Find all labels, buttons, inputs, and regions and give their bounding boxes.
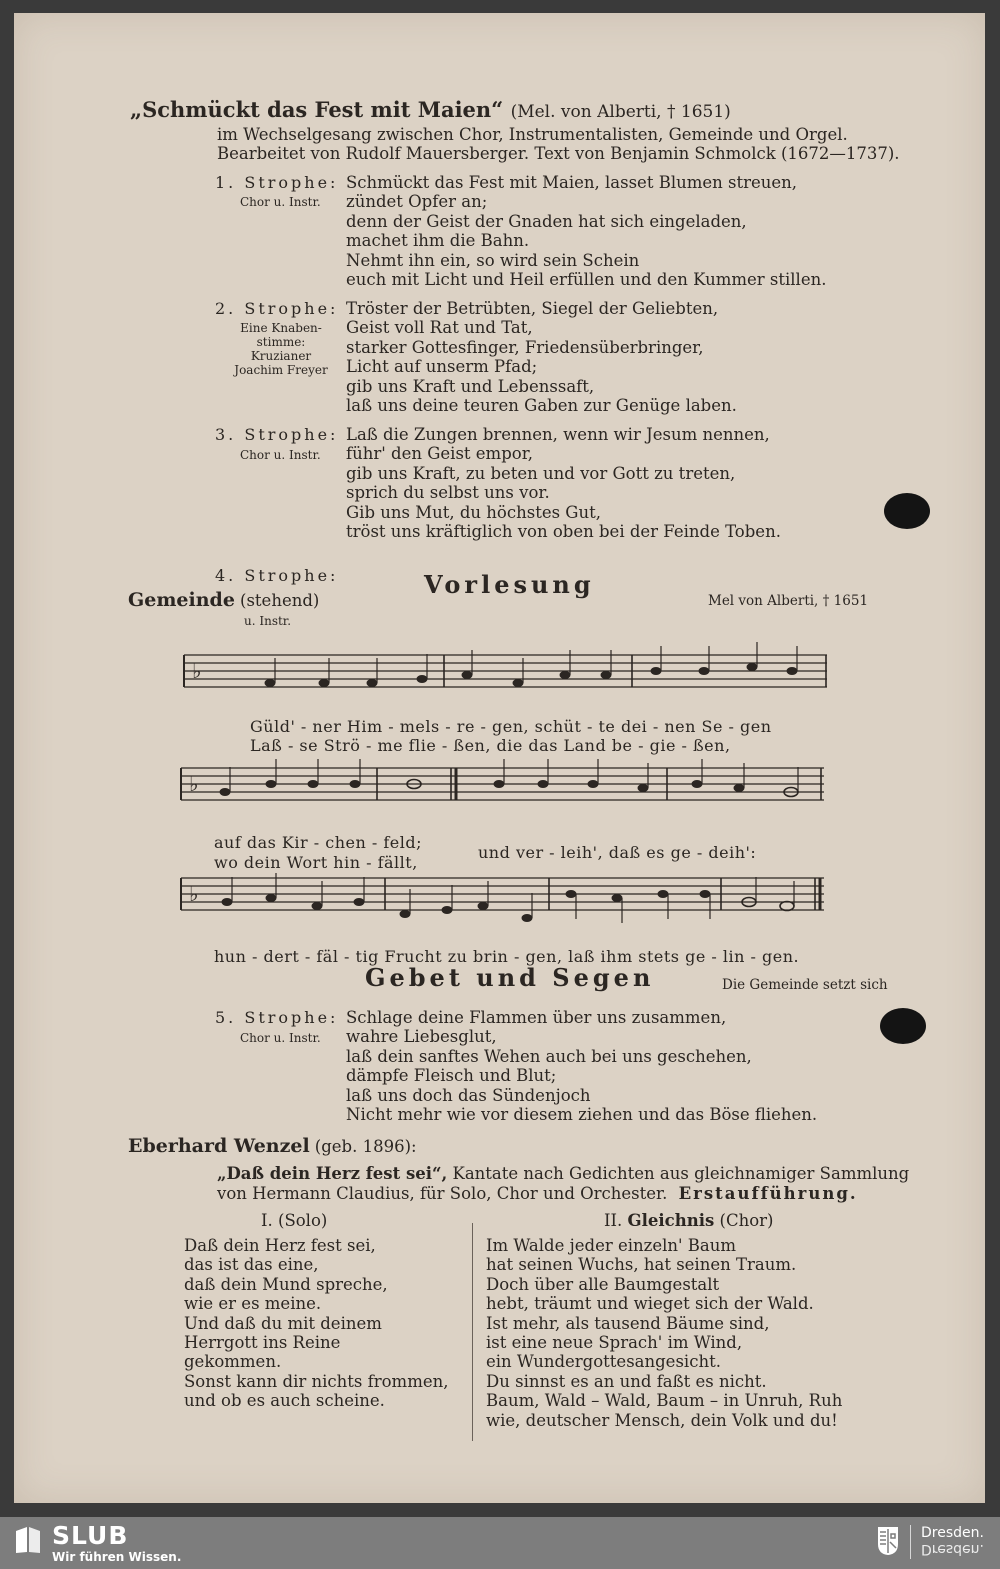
- poem-line: und ob es auch scheine.: [184, 1391, 385, 1411]
- verse-line: tröst uns kräftiglich von oben bei der Feinde Toben.: [346, 522, 781, 542]
- verse-line: Geist voll Rat und Tat,: [346, 318, 533, 338]
- role-line: Joachim Freyer: [234, 363, 328, 377]
- verse-line: Schmückt das Fest mit Maien, lasset Blumen streuen,: [346, 173, 798, 192]
- poem-line: wie, deutscher Mensch, dein Volk und du!: [486, 1410, 838, 1430]
- dresden-wordmark[interactable]: Dresden.: [921, 1525, 984, 1541]
- strophe-2-verse: [346, 299, 737, 415]
- subtitle-line-1: im Wechselgesang zwischen Chor, Instrumentalisten, Gemeinde und Orgel.: [217, 125, 848, 144]
- verse-line: wahre Liebesglut,: [346, 1027, 497, 1047]
- gemeinde-text: Gemeinde: [128, 589, 235, 611]
- verse-line: denn der Geist der Gnaden hat sich eingeladen,: [346, 211, 747, 231]
- svg-text:♭: ♭: [189, 882, 199, 906]
- poem-line: Sonst kann dir nichts frommen,: [184, 1371, 449, 1391]
- verse-line: zündet Opfer an;: [346, 192, 488, 212]
- verse-line: euch mit Licht und Heil erfüllen und den Kummer stillen.: [346, 270, 827, 290]
- lyrics-row-2c: und ver - leih', daß es ge - deih':: [478, 843, 757, 862]
- punch-hole: [884, 493, 930, 529]
- poem-line: Du sinnst es an und faßt es nicht.: [486, 1371, 767, 1391]
- dresden-coat-of-arms-icon[interactable]: [877, 1526, 899, 1556]
- verse-line: führ' den Geist empor,: [346, 444, 534, 464]
- composer-name: Eberhard Wenzel: [128, 1135, 310, 1157]
- music-staff-2: [179, 751, 829, 821]
- composer-born: (geb. 1896):: [314, 1137, 417, 1156]
- verse-line: Laß die Zungen brennen, wenn wir Jesum nennen,: [346, 425, 770, 444]
- heading-vorlesung: Vorlesung: [424, 570, 595, 599]
- strophe-1-label: 1. Strophe:: [215, 173, 339, 192]
- slub-brand[interactable]: SLUB: [52, 1521, 129, 1550]
- poem-line: Baum, Wald – Wald, Baum – in Unruh, Ruh: [486, 1391, 843, 1411]
- poem-line: Im Walde jeder einzeln' Baum: [486, 1236, 737, 1255]
- work-line-1: [217, 1164, 909, 1183]
- subtitle-line-2: Bearbeitet von Rudolf Mauersberger. Text von Benjamin Schmolck (1672—1737).: [217, 144, 900, 163]
- poem-line: Ist mehr, als tausend Bäume sind,: [486, 1313, 770, 1333]
- dresden-wordmark-mirror: Dresden.: [921, 1541, 984, 1557]
- verse-line: machet ihm die Bahn.: [346, 231, 530, 251]
- strophe-1-role: Chor u. Instr.: [240, 195, 321, 209]
- poem-line: Und daß du mit deinem: [184, 1313, 382, 1333]
- strophe-5-label: 5. Strophe:: [215, 1008, 339, 1027]
- premiere-label: Erstaufführung.: [678, 1184, 858, 1203]
- lyrics-row-2b: wo dein Wort hin - fällt,: [214, 853, 418, 872]
- verse-line: laß uns deine teuren Gaben zur Genüge laben.: [346, 396, 737, 416]
- verse-line: Nicht mehr wie vor diesem ziehen und das Böse fliehen.: [346, 1105, 818, 1125]
- column-2-title: [604, 1211, 773, 1230]
- svg-text:♭: ♭: [192, 659, 202, 683]
- poem-column-1: [184, 1236, 448, 1411]
- col2-title-name: Gleichnis: [627, 1211, 715, 1230]
- work-desc-1: Kantate nach Gedichten aus gleichnamiger Sammlung: [452, 1164, 910, 1183]
- col2-title-num: II.: [604, 1211, 623, 1230]
- instr-note: u. Instr.: [244, 614, 292, 628]
- poem-line: hat seinen Wuchs, hat seinen Traum.: [486, 1255, 797, 1275]
- strophe-5-role: Chor u. Instr.: [240, 1031, 321, 1045]
- verse-line: starker Gottesfinger, Friedensüberbringer,: [346, 337, 704, 357]
- music-staff-3: [179, 861, 829, 941]
- poem-line: gekommen.: [184, 1352, 282, 1372]
- col2-title-role: (Chor): [719, 1211, 774, 1230]
- column-1-title: I. (Solo): [261, 1211, 328, 1230]
- footer-divider: [910, 1525, 911, 1559]
- strophe-3-role: Chor u. Instr.: [240, 448, 321, 462]
- verse-line: Licht auf unserm Pfad;: [346, 357, 538, 377]
- lyrics-row-1b: Laß - se Strö - me flie - ßen, die das Land be - gie - ßen,: [250, 736, 731, 755]
- gemeinde-note: (stehend): [240, 591, 320, 610]
- work-line-2: [217, 1184, 858, 1203]
- poem-line: daß dein Mund spreche,: [184, 1274, 388, 1294]
- verse-line: Gib uns Mut, du höchstes Gut,: [346, 502, 601, 522]
- poem-line: Daß dein Herz fest sei,: [184, 1236, 376, 1255]
- poem-line: wie er es meine.: [184, 1294, 322, 1314]
- poem-line: hebt, träumt und wieget sich der Wald.: [486, 1294, 814, 1314]
- poem-line: ein Wundergottesangesicht.: [486, 1352, 721, 1372]
- document-page: [14, 13, 985, 1503]
- strophe-2-label: 2. Strophe:: [215, 299, 339, 318]
- poem-column-2: [486, 1236, 842, 1430]
- composer-heading: [128, 1135, 417, 1157]
- strophe-3-label: 3. Strophe:: [215, 425, 339, 444]
- slub-book-icon[interactable]: [14, 1525, 42, 1555]
- lyrics-row-2a: auf das Kir - chen - feld;: [214, 833, 422, 852]
- heading-gebet-und-segen: Gebet und Segen: [365, 963, 655, 992]
- footer-bar: [0, 1517, 1000, 1569]
- lyrics-row-1a: Güld' - ner Him - mels - re - gen, schüt - te dei - nen Se - gen: [250, 717, 772, 736]
- strophe-5-verse: [346, 1008, 817, 1124]
- column-divider: [472, 1223, 473, 1441]
- strophe-3-verse: [346, 425, 781, 541]
- punch-hole: [880, 1008, 926, 1044]
- svg-text:♭: ♭: [189, 772, 199, 796]
- verse-line: gib uns Kraft und Lebenssaft,: [346, 376, 595, 396]
- poem-line: ist eine neue Sprach' im Wind,: [486, 1333, 743, 1353]
- gemeinde-label: [128, 589, 319, 611]
- verse-line: laß dein sanftes Wehen auch bei uns geschehen,: [346, 1046, 752, 1066]
- role-line: Eine Knaben-: [240, 321, 322, 335]
- lyrics-row-3: hun - dert - fäl - tig Frucht zu brin - gen, laß ihm stets ge - lin - gen.: [214, 947, 800, 966]
- verse-line: gib uns Kraft, zu beten und vor Gott zu treten,: [346, 463, 736, 483]
- title-text: „Schmückt das Fest mit Maien“: [130, 97, 504, 122]
- title-note: (Mel. von Alberti, † 1651): [510, 102, 731, 122]
- strophe-4-label: 4. Strophe:: [215, 566, 339, 585]
- role-line: stimme:: [256, 335, 306, 349]
- prayer-note: Die Gemeinde setzt sich: [722, 977, 888, 993]
- verse-line: Tröster der Betrübten, Siegel der Geliebten,: [346, 299, 719, 318]
- role-line: Kruzianer: [250, 349, 312, 363]
- work-desc-2: von Hermann Claudius, für Solo, Chor und Orchester.: [217, 1184, 668, 1203]
- poem-line: das ist das eine,: [184, 1255, 319, 1275]
- strophe-2-role: [226, 321, 336, 377]
- poem-line: Doch über alle Baumgestalt: [486, 1274, 720, 1294]
- work-title: „Daß dein Herz fest sei“,: [217, 1164, 448, 1183]
- section-title: [130, 97, 731, 122]
- poem-line: Herrgott ins Reine: [184, 1333, 341, 1353]
- slub-tagline: Wir führen Wissen.: [52, 1550, 182, 1564]
- music-staff-1: [182, 638, 832, 708]
- melody-credit: Mel von Alberti, † 1651: [708, 593, 869, 609]
- verse-line: Nehmt ihn ein, so wird sein Schein: [346, 250, 640, 270]
- verse-line: dämpfe Fleisch und Blut;: [346, 1066, 557, 1086]
- verse-line: sprich du selbst uns vor.: [346, 483, 550, 503]
- verse-line: Schlage deine Flammen über uns zusammen,: [346, 1008, 727, 1027]
- strophe-1-verse: [346, 173, 826, 289]
- verse-line: laß uns doch das Sündenjoch: [346, 1085, 591, 1105]
